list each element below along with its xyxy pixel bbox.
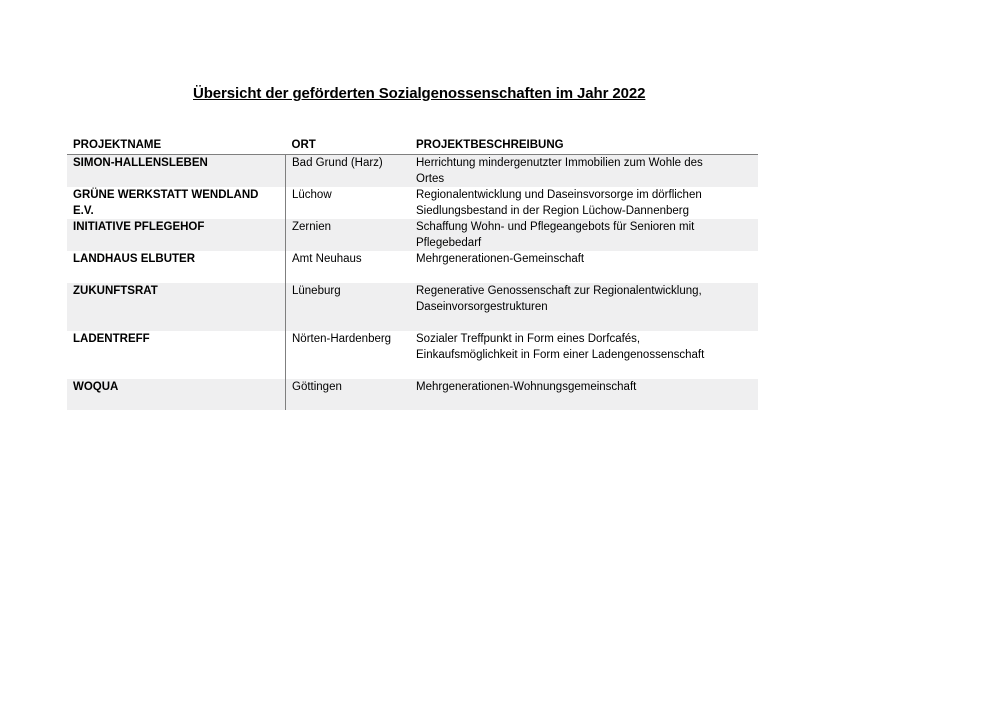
- beschreibung-line: Regionalentwicklung und Daseinsvorsorge im dörflichen: [416, 189, 702, 201]
- document-title: Übersicht der geförderten Sozialgenossenschaften im Jahr 2022: [193, 85, 646, 102]
- cell-ort: Bad Grund (Harz): [286, 155, 411, 188]
- header-projektbeschreibung: PROJEKTBESCHREIBUNG: [410, 137, 758, 155]
- table-header-row: [67, 137, 758, 155]
- cell-ort: Lüchow: [286, 187, 411, 219]
- beschreibung-line: Siedlungsbestand in der Region Lüchow-Dannenberg: [416, 205, 689, 217]
- header-ort: ORT: [286, 137, 411, 155]
- cell-ort: Zernien: [286, 219, 411, 251]
- cell-projektname: LADENTREFF: [73, 333, 150, 345]
- beschreibung-line: Pflegebedarf: [416, 237, 482, 249]
- table-row: [67, 251, 758, 283]
- cell-beschreibung: [410, 187, 758, 219]
- beschreibung-line: Mehrgenerationen-Wohnungsgemeinschaft: [416, 381, 637, 393]
- table-row: [67, 219, 758, 251]
- cell-ort: Lüneburg: [286, 283, 411, 331]
- cell-projektname: SIMON-HALLENSLEBEN: [67, 155, 286, 188]
- beschreibung-line: Einkaufsmöglichkeit in Form einer Ladengenossenschaft: [416, 349, 705, 361]
- cell-projektname: LANDHAUS ELBUTER: [73, 253, 196, 265]
- cell-beschreibung: [410, 331, 758, 379]
- table-row: [67, 379, 758, 410]
- cell-beschreibung: [410, 251, 758, 283]
- beschreibung-line: Sozialer Treffpunkt in Form eines Dorfcafés,: [416, 333, 641, 345]
- cell-projektname: GRÜNE WERKSTATT WENDLAND E.V.: [73, 189, 259, 217]
- header-projektname: PROJEKTNAME: [67, 137, 286, 155]
- cell-beschreibung: [410, 219, 758, 251]
- beschreibung-line: Daseinvorsorgestrukturen: [416, 301, 548, 313]
- projects-table: [67, 137, 758, 410]
- cell-ort: Göttingen: [286, 379, 411, 410]
- beschreibung-line: Schaffung Wohn- und Pflegeangebots für Senioren mit: [416, 221, 695, 233]
- beschreibung-line: Ortes: [416, 173, 445, 185]
- cell-beschreibung: [410, 379, 758, 410]
- cell-projektname: INITIATIVE PFLEGEHOF: [67, 219, 286, 251]
- cell-projektname: WOQUA: [67, 379, 286, 410]
- cell-beschreibung: [410, 155, 758, 188]
- beschreibung-line: Regenerative Genossenschaft zur Regionalentwicklung,: [416, 285, 702, 297]
- table-row: [67, 331, 758, 379]
- table-row: [67, 155, 758, 188]
- beschreibung-line: Mehrgenerationen-Gemeinschaft: [416, 253, 585, 265]
- cell-ort: Amt Neuhaus: [286, 251, 411, 283]
- beschreibung-line: Herrichtung mindergenutzter Immobilien zum Wohle des: [416, 157, 703, 169]
- cell-projektname: ZUKUNFTSRAT: [67, 283, 286, 331]
- cell-beschreibung: [410, 283, 758, 331]
- table-row: [67, 283, 758, 331]
- cell-ort: Nörten-Hardenberg: [286, 331, 411, 379]
- table-row: [67, 187, 758, 219]
